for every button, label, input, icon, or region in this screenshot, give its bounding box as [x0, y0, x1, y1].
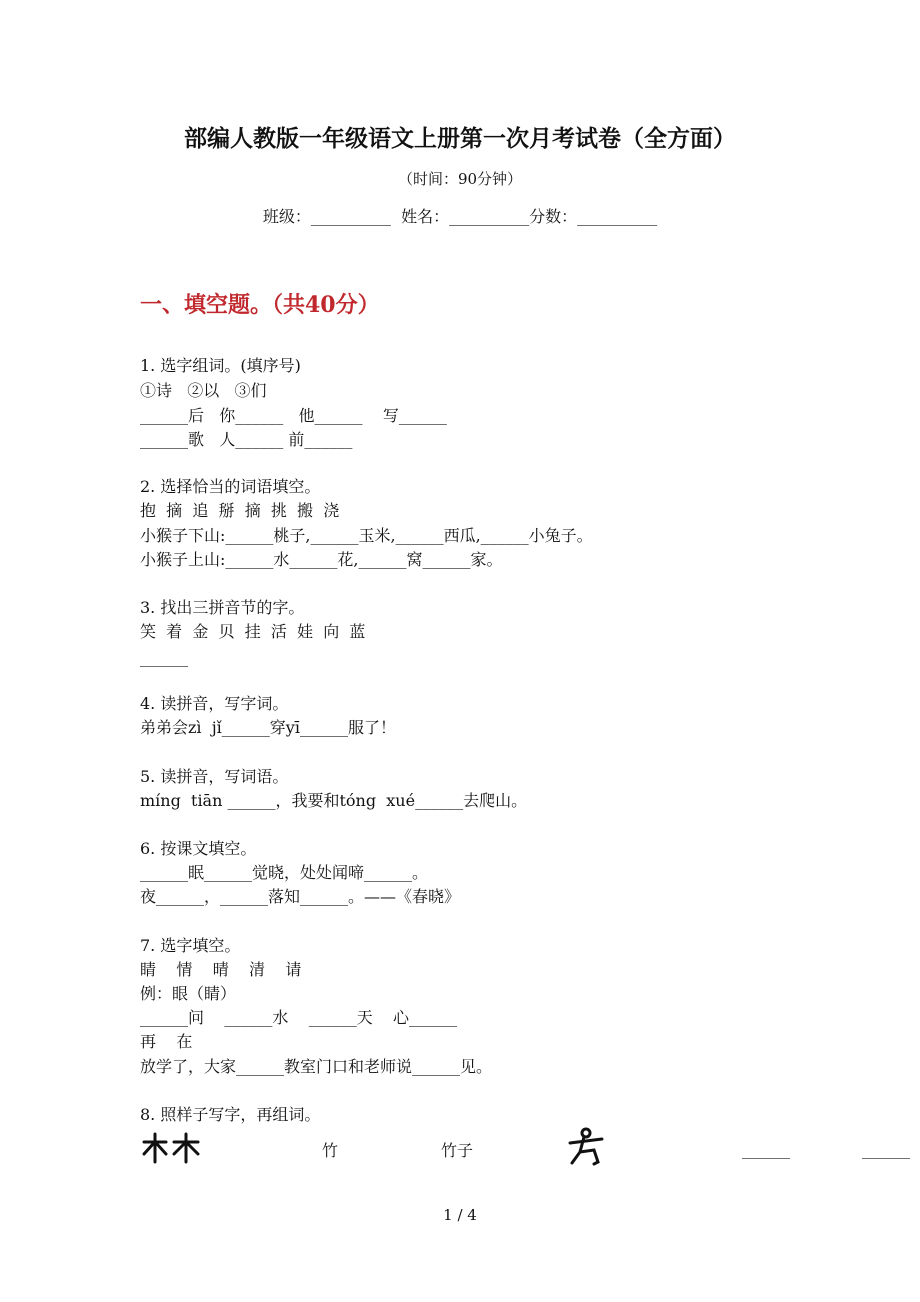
q2-words: 抱 摘 追 掰 摘 挑 搬 浇 [140, 501, 340, 520]
q1-row1: ______后 你______ 他______ 写______ [140, 406, 447, 425]
exam-title: 部编人教版一年级语文上册第一次月考试卷（全方面） [184, 125, 736, 152]
q3-answer-blank[interactable]: ______ [140, 648, 188, 667]
q8-example-word: 竹子 [441, 1141, 474, 1160]
q7-char-group2: 再 在 [140, 1032, 193, 1051]
q1-title: 1. 选字组词。(填序号) [140, 356, 301, 375]
q5-row1: míng tiān ______，我要和tóng xué______去爬山。 [140, 791, 528, 810]
q7-row2: 放学了，大家______教室门口和老师说______见。 [140, 1057, 493, 1076]
q8-answer-blank-word[interactable]: ______ [862, 1140, 910, 1159]
q5-title: 5. 读拼音，写词语。 [140, 767, 289, 786]
q7-char-group1: 睛 情 晴 清 请 [140, 960, 302, 979]
q2-row1: 小猴子下山:______桃子,______玉米,______西瓜,______小兔子。 [140, 526, 593, 545]
q3-title: 3. 找出三拼音节的字。 [140, 598, 305, 617]
q4-row1: 弟弟会zì jǐ______穿yī______服了！ [140, 718, 396, 737]
q4-title: 4. 读拼音，写字词。 [140, 694, 289, 713]
q3-chars: 笑 着 金 贝 挂 活 娃 向 蓝 [140, 622, 366, 641]
q6-title: 6. 按课文填空。 [140, 839, 257, 858]
section-heading-fill-blanks: 一、填空题。（共40分） [140, 292, 380, 318]
student-info-line: 班级：__________ 姓名：__________分数：__________ [262, 207, 658, 226]
q6-row1: ______眠______觉晓，处处闻啼______。 [140, 863, 429, 882]
q1-row2: ______歌 人______ 前______ [140, 430, 353, 449]
q8-example-char: 竹 [322, 1141, 339, 1160]
q7-example: 例：眼（睛） [140, 984, 237, 1003]
q7-row1: ______问 ______水 ______天 心______ [140, 1008, 458, 1027]
q6-row2: 夜______，______落知______。——《春晓》 [140, 887, 461, 906]
q7-title: 7. 选字填空。 [140, 936, 241, 955]
q8-answer-blank-char[interactable]: ______ [742, 1140, 790, 1159]
bamboo-glyph-icon [140, 1130, 202, 1164]
q2-row2: 小猴子上山:______水______花,______窝______家。 [140, 550, 503, 569]
exam-time: （时间：90分钟） [397, 170, 523, 188]
walking-figure-glyph-icon [566, 1126, 608, 1166]
page-number: 1 / 4 [443, 1206, 477, 1224]
q8-title: 8. 照样子写字，再组词。 [140, 1105, 321, 1124]
q2-title: 2. 选择恰当的词语填空。 [140, 477, 321, 496]
q1-options: ①诗 ②以 ③们 [140, 381, 267, 400]
